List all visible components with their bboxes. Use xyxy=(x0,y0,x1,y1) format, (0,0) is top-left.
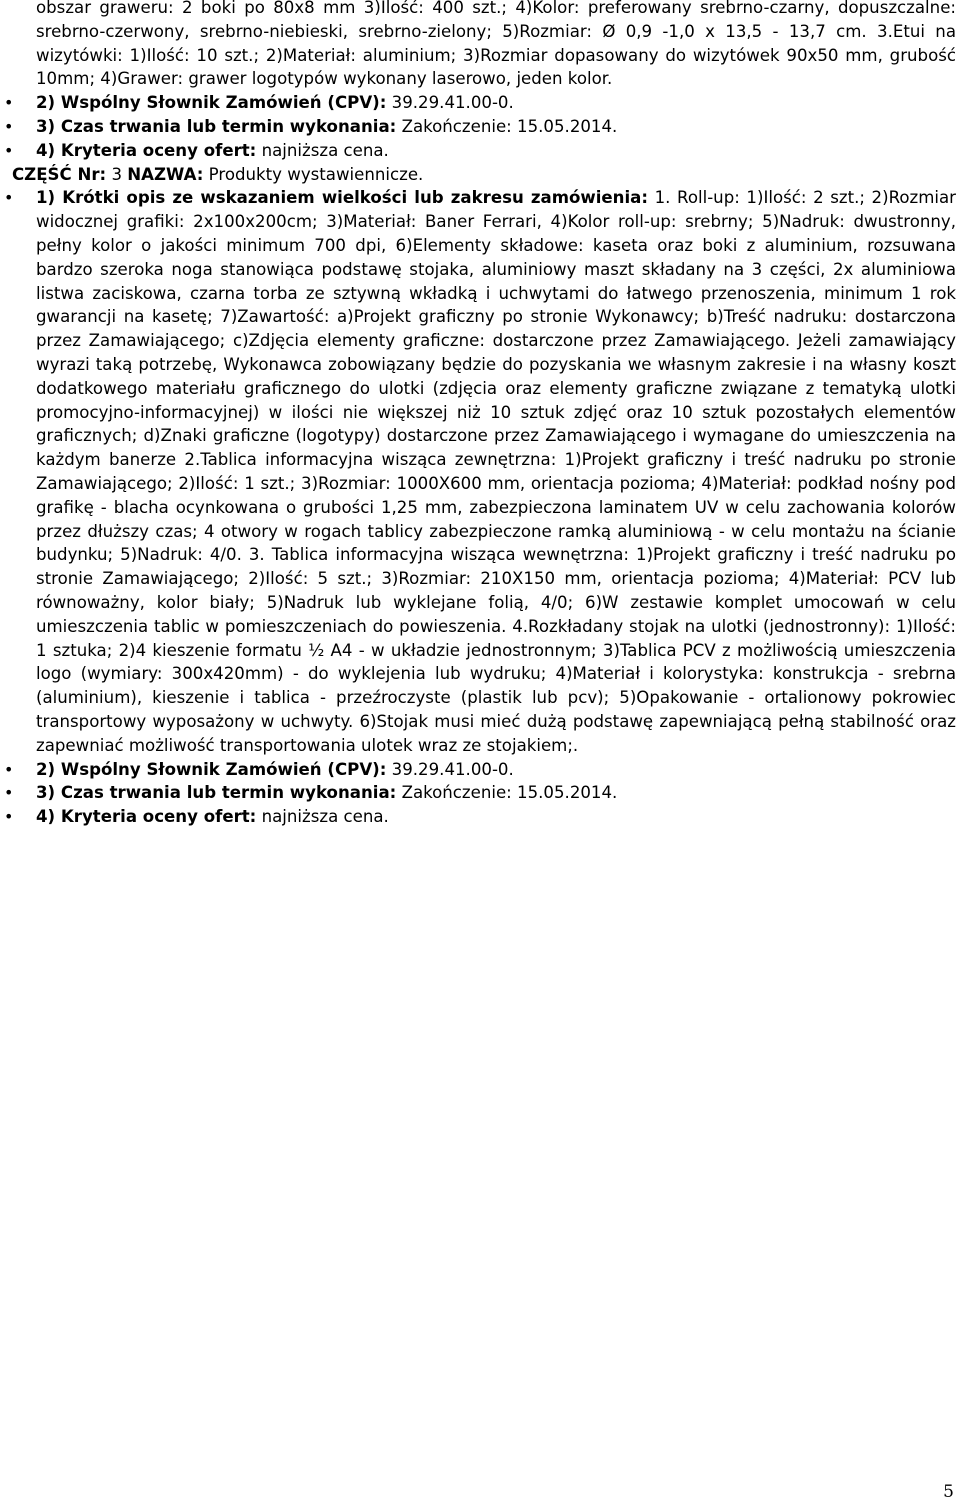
part-number: 3 xyxy=(106,164,128,184)
cpv-label: 2) Wspólny Słownik Zamówień (CPV): xyxy=(36,759,387,779)
deadline-label: 3) Czas trwania lub termin wykonania: xyxy=(36,116,397,136)
part-name: Produkty wystawiennicze. xyxy=(203,164,424,184)
cpv-label: 2) Wspólny Słownik Zamówień (CPV): xyxy=(36,93,387,113)
intro-paragraph xyxy=(36,0,956,91)
list-item xyxy=(36,758,956,782)
part2-criteria-list xyxy=(0,91,960,162)
part-heading xyxy=(12,163,960,187)
criteria-label: 4) Kryteria oceny ofert: xyxy=(36,140,257,160)
criteria-label: 4) Kryteria oceny ofert: xyxy=(36,807,257,827)
part-name-label: NAZWA: xyxy=(127,164,204,184)
deadline-value: Zakończenie: 15.05.2014. xyxy=(396,783,618,803)
list-item xyxy=(36,781,956,805)
description-text: 1. Roll-up: 1)Ilość: 2 szt.; 2)Rozmiar widocznej grafiki: 2x100x200cm; 3)Materiał: Baner Ferrari, 4)Kolor roll-up: srebrny; 5)Nadruk: dwustronny, pełny kolor o jakości minimum 700 dpi, 6)Elementy składowe: kaseta oraz boki z aluminium, rozsuwana bardzo szeroka noga stanowiąca podstawę stojaka, aluminiowy maszt składany na 3 części, 2x aluminiowa listwa zaciskowa, czarna torba ze sztywną wkładką i uchwytami do łatwego przenoszenia, minimum 1 rok gwarancji na kasetę; 7)Zawartość: a)Projekt graficzny po stronie Wykonawcy; b)Treść nadruku: dostarczona przez Zamawiającego; c)Zdjęcia elementy graficzne: dostarczone przez Zamawiającego. Jeżeli zamawiający wyrazi taką potrzebę, Wykonawca zobowiązany będzie do pozyskania we własnym zakresie i na własny koszt dodatkowego materiału graficznego do ulotki (zdjęcia oraz elementy graficzne związane z tematyką ulotki promocyjno-informacyjnej) w ilości nie większej niż 10 sztuk zdjęć oraz 10 sztuk pozostałych elementów graficznych; d)Znaki graficzne (logotypy) dostarczone przez Zamawiającego i wymagane do umieszczenia na każdym banerze 2.Tablica informacyjna wisząca zewnętrzna: 1)Projekt graficzny i treść nadruku po stronie Zamawiającego; 2)Ilość: 1 szt.; 3)Rozmiar: 1000X600 mm, orientacja pozioma; 4)Materiał: podkład nośny pod grafikę - blacha ocynkowana o grubości 1,25 mm, zabezpieczona laminatem UV w celu zachowania kolorów przez dłuższy czas; 4 otwory w rogach tablicy zabezpieczone ramką aluminiową - w celu montażu na ścianie budynku; 5)Nadruk: 4/0. 3. Tablica informacyjna wisząca wewnętrzna: 1)Projekt graficzny i treść nadruku po stronie Zamawiającego; 2)Ilość: 5 szt.; 3)Rozmiar: 210X150 mm, orientacja pozioma; 4)Materiał: PCV lub równoważny, kolor biały; 5)Nadruk lub wyklejane folią, 4/0; 6)W zestawie komplet umocowań w celu umieszczenia tablic w pomieszczeniach do powieszenia. 4.Rozkładany stojak na ulotki (jednostronny): 1)Ilość: 1 sztuka; 2)4 kieszenie formatu ½ A4 - w układzie jednostronnym; 3)Tablica PCV z możliwością umieszczenia logo (wymiary: 300x420mm) - do wyklejenia lub wydruku; 4)Materiał i kolorystyka: konstrukcja - srebrna (aluminium), kieszenie i tablica - przeźroczyste (plastik lub pcv); 5)Opakowanie - ortalionowy pokrowiec transportowy wyposażony w uchwyty. 6)Stojak musi mieć dużą podstawę zapewniającą pełną stabilność oraz zapewniać możliwość transportowania ulotek wraz ze stojakiem;. xyxy=(36,188,956,755)
deadline-label: 3) Czas trwania lub termin wykonania: xyxy=(36,783,397,803)
deadline-value: Zakończenie: 15.05.2014. xyxy=(396,116,618,136)
description-label: 1) Krótki opis ze wskazaniem wielkości lub zakresu zamówienia: xyxy=(36,188,649,208)
list-item xyxy=(36,139,956,163)
cpv-value: 39.29.41.00-0. xyxy=(386,93,514,113)
part-number-label: CZĘŚĆ Nr: xyxy=(12,164,107,184)
list-item xyxy=(36,186,956,757)
criteria-value: najniższa cena. xyxy=(256,140,389,160)
list-item xyxy=(36,805,956,829)
criteria-value: najniższa cena. xyxy=(256,807,389,827)
cpv-value: 39.29.41.00-0. xyxy=(386,759,514,779)
intro-text: obszar graweru: 2 boki po 80x8 mm 3)Ilość: 400 szt.; 4)Kolor: preferowany srebrno-czarny, dopuszczalne: srebrno-czerwony, srebrno-niebieski, srebrno-zielony; 5)Rozmiar: Ø 0,9 -1,0 x 13,5 - 13,7 cm. 3.Etui na wizytówki: 1)Ilość: 10 szt.; 2)Materiał: aluminium; 3)Rozmiar dopasowany do wizytówek 90x50 mm, grubość 10mm; 4)Grawer: grawer logotypów wykonany laserowo, jeden kolor. xyxy=(36,0,956,89)
list-item xyxy=(36,91,956,115)
page-number: 5 xyxy=(943,1482,954,1502)
list-item xyxy=(36,115,956,139)
part3-description-list xyxy=(0,186,960,829)
